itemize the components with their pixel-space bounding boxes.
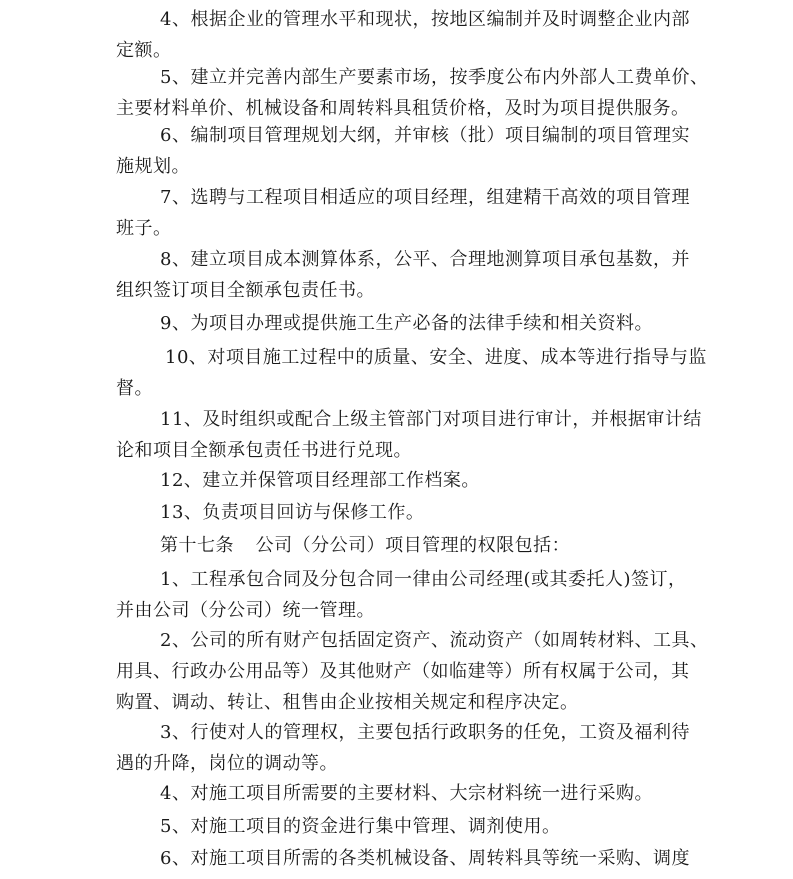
paragraph-line: 定额。 <box>116 40 172 61</box>
paragraph-line: 7、选聘与工程项目相适应的项目经理，组建精干高效的项目管理 <box>160 187 690 208</box>
paragraph-p11 <box>116 404 702 466</box>
paragraph-line: 组织签订项目全额承包责任书。 <box>116 280 375 301</box>
paragraph-line: 2、公司的所有财产包括固定资产、流动资产（如周转材料、工具、 <box>160 630 709 651</box>
paragraph-line: 10、对项目施工过程中的质量、安全、进度、成本等进行指导与监 <box>165 347 707 368</box>
paragraph-line: 6、编制项目管理规划大纲，并审核（批）项目编制的项目管理实 <box>160 125 690 146</box>
paragraph-line: 9、为项目办理或提供施工生产必备的法律手续和相关资料。 <box>160 313 653 334</box>
paragraph-a3 <box>116 717 702 779</box>
paragraph-a1 <box>116 564 702 626</box>
paragraph-line: 4、对施工项目所需要的主要材料、大宗材料统一进行采购。 <box>160 783 653 804</box>
paragraph-line: 5、对施工项目的资金进行集中管理、调剂使用。 <box>160 816 561 837</box>
paragraph-line: 施规划。 <box>116 156 190 177</box>
paragraph-line: 1、工程承包合同及分包合同一律由公司经理(或其委托人)签订， <box>160 569 687 590</box>
paragraph-p9 <box>116 309 702 339</box>
paragraph-line: 遇的升降，岗位的调动等。 <box>116 753 338 774</box>
paragraph-art17 <box>116 531 702 561</box>
paragraph-line: 督。 <box>116 378 153 399</box>
paragraph-line: 用具、行政办公用品等）及其他财产（如临建等）所有权属于公司，其 <box>116 661 690 682</box>
paragraph-a2 <box>116 625 709 718</box>
paragraph-line: 5、建立并完善内部生产要素市场，按季度公布内外部人工费单价、 <box>160 67 709 88</box>
paragraph-line: 主要材料单价、机械设备和周转料具租赁价格，及时为项目提供服务。 <box>116 98 690 119</box>
paragraph-line: 4、根据企业的管理水平和现状，按地区编制并及时调整企业内部 <box>160 9 690 30</box>
paragraph-line: 8、建立项目成本测算体系，公平、合理地测算项目承包基数，并 <box>160 249 690 270</box>
paragraph-a5 <box>116 812 702 842</box>
paragraph-p4 <box>116 4 702 66</box>
paragraph-p5 <box>116 62 709 124</box>
paragraph-p7 <box>116 182 702 244</box>
paragraph-line: 论和项目全额承包责任书进行兑现。 <box>116 440 412 461</box>
paragraph-a6 <box>116 844 702 874</box>
article-title: 公司（分公司）项目管理的权限包括： <box>255 535 571 556</box>
paragraph-p13 <box>116 498 702 528</box>
paragraph-line: 13、负责项目回访与保修工作。 <box>160 502 425 523</box>
paragraph-line: 班子。 <box>116 218 172 239</box>
paragraph-p6 <box>116 120 702 182</box>
paragraph-line: 3、行使对人的管理权，主要包括行政职务的任免，工资及福利待 <box>160 722 690 743</box>
paragraph-line: 购置、调动、转让、租售由企业按相关规定和程序决定。 <box>116 692 579 713</box>
paragraph-line: 并由公司（分公司）统一管理。 <box>116 600 375 621</box>
paragraph-line: 11、及时组织或配合上级主管部门对项目进行审计，并根据审计结 <box>160 409 702 430</box>
paragraph-p8 <box>116 244 702 306</box>
article-number: 第十七条 <box>160 535 234 556</box>
paragraph-p12 <box>116 466 702 496</box>
paragraph-a4 <box>116 779 702 809</box>
paragraph-p10 <box>116 342 707 404</box>
paragraph-line <box>116 531 702 561</box>
paragraph-line: 6、对施工项目所需的各类机械设备、周转料具等统一采购、调度 <box>160 848 690 869</box>
paragraph-line: 12、建立并保管项目经理部工作档案。 <box>160 470 480 491</box>
